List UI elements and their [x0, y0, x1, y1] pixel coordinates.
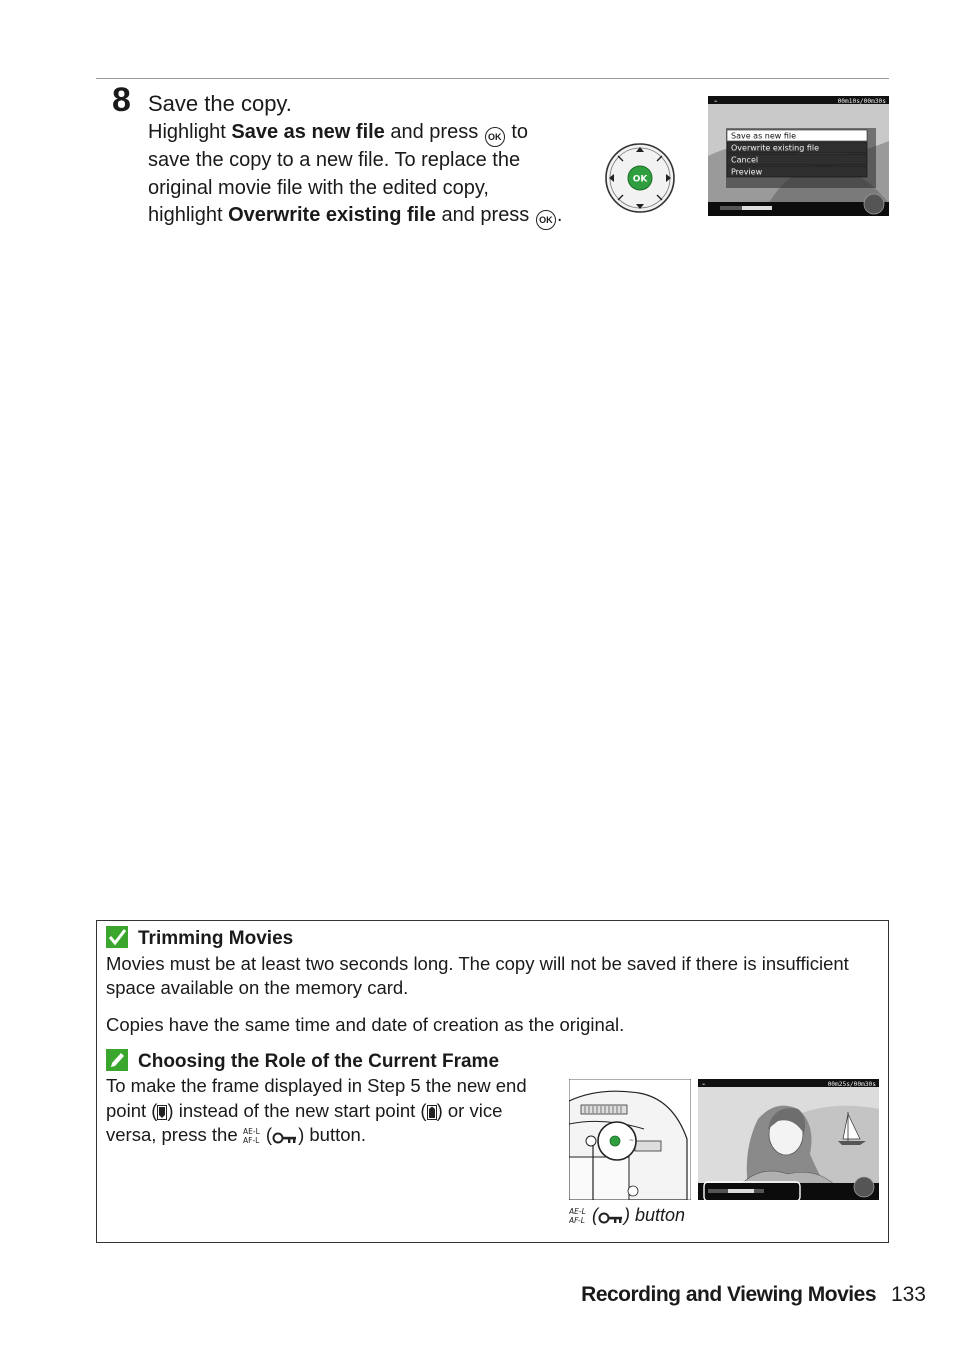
menu-item-cancel[interactable]: Cancel — [731, 155, 759, 165]
menu-item-overwrite[interactable]: Overwrite existing file — [731, 143, 820, 153]
time-readout: 00m10s/00m30s — [837, 98, 886, 105]
step-text: and press — [384, 121, 484, 143]
step-text: Highlight — [148, 121, 232, 143]
time-readout: 00m25s/00m30s — [827, 1081, 876, 1088]
step-title: Save the copy. — [148, 91, 292, 116]
menu-item-preview[interactable]: Preview — [731, 167, 763, 177]
svg-text:AE-L: AE-L — [569, 1207, 586, 1216]
note-title: Choosing the Role of the Current Frame — [138, 1051, 500, 1072]
note-text: ) button. — [298, 1124, 366, 1145]
note-text: ( — [260, 1124, 273, 1145]
page-number: 133 — [890, 1283, 926, 1306]
top-rule — [96, 78, 889, 79]
note-role-body — [106, 1074, 546, 1148]
retouch-icon: ⌁ — [714, 98, 718, 105]
ae-af-lock-icon — [243, 1127, 261, 1144]
step-number: 8 — [112, 81, 131, 119]
ok-button-icon: OK — [485, 127, 505, 147]
step-text: to save the copy to a new file. To replace the original movie file with the edited copy, highlight — [148, 121, 529, 226]
overwrite-existing-file-label: Overwrite existing file — [228, 204, 436, 226]
menu-item-save-as-new-file[interactable]: Save as new file — [731, 131, 797, 141]
start-point-icon — [427, 1105, 437, 1120]
note-text: ) or vice versa, press the — [106, 1099, 503, 1145]
key-icon — [598, 1212, 624, 1224]
camera-monitor-save-menu — [708, 96, 889, 216]
step-text: . — [556, 204, 563, 226]
section-title: Recording and Viewing Movies — [581, 1283, 876, 1306]
caption-text: ) button — [624, 1205, 686, 1225]
note-role-heading — [106, 1049, 499, 1073]
ae-af-lock-icon — [569, 1207, 587, 1224]
figure-caption: AE-L AF-L ( ) button — [569, 1205, 686, 1225]
note-trimming-p2: Copies have the same time and date of creation as the original. — [106, 1014, 625, 1035]
note-title: Trimming Movies — [138, 928, 294, 949]
ok-label: OK — [632, 174, 648, 185]
multi-selector-icon — [604, 142, 676, 214]
svg-text:AF-L: AF-L — [569, 1216, 585, 1224]
ok-button-icon: OK — [536, 210, 556, 230]
note-text: To make the frame displayed in Step 5 the new end point ( — [106, 1075, 527, 1121]
step-instructions — [148, 119, 566, 230]
save-as-new-file-label: Save as new file — [231, 121, 385, 143]
step-text: and press — [435, 204, 535, 226]
svg-text:AF-L: AF-L — [242, 1136, 260, 1144]
svg-text:AE-L: AE-L — [242, 1127, 260, 1136]
note-text: ) instead of the new start point ( — [167, 1099, 427, 1121]
check-note-icon — [106, 926, 128, 948]
camera-monitor-playback — [698, 1079, 879, 1200]
end-point-icon — [157, 1105, 167, 1120]
note-trimming-p1: Movies must be at least two seconds long. The copy will not be saved if there is insufficient space available on the memory card. — [106, 953, 849, 998]
pencil-note-icon — [106, 1049, 128, 1071]
camera-back-illustration — [569, 1079, 691, 1200]
svg-text:~: ~ — [629, 1137, 635, 1144]
key-icon — [272, 1132, 298, 1144]
note-trimming-heading — [106, 926, 293, 950]
retouch-icon: ⌁ — [702, 1081, 706, 1088]
